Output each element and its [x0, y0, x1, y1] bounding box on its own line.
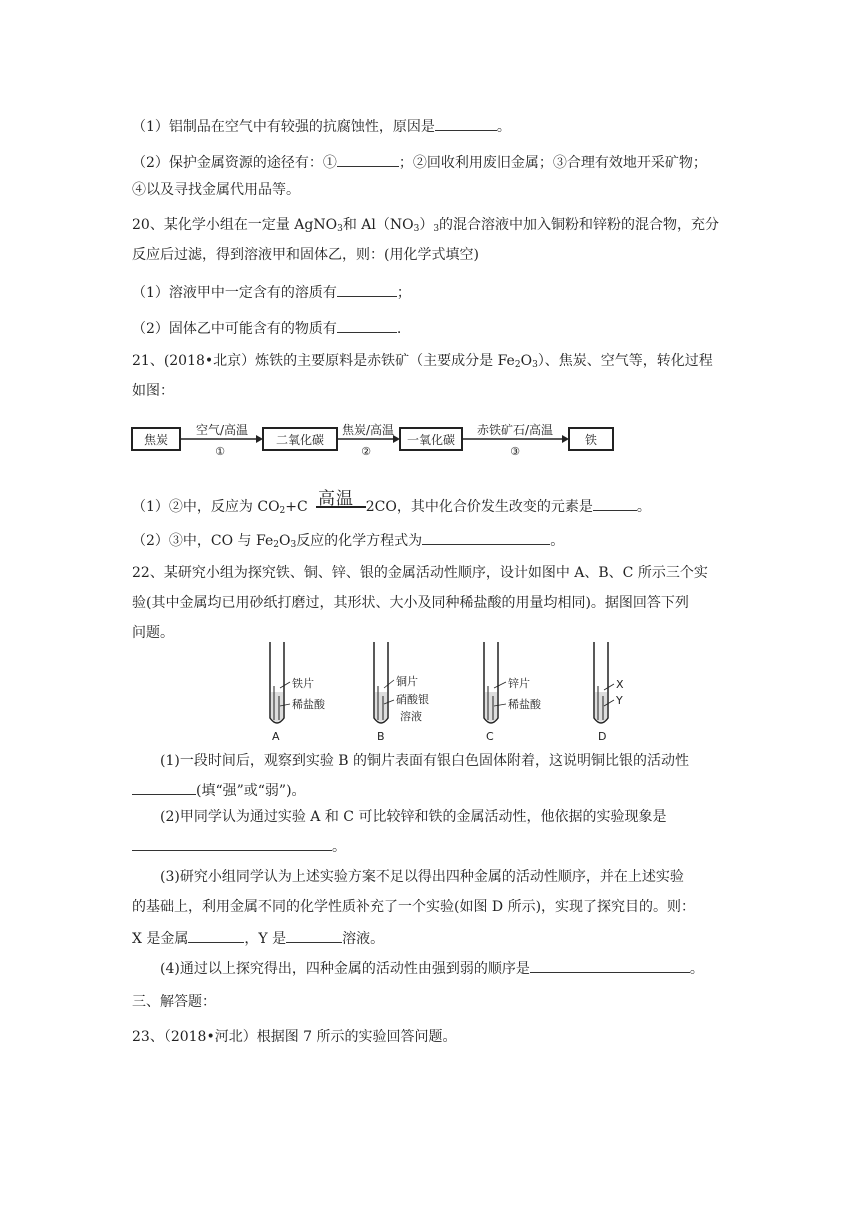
tube-label: Y: [616, 694, 623, 707]
answer-blank[interactable]: [593, 496, 637, 511]
q20-part2: （2）固体乙中可能含有的物质有 .: [132, 318, 401, 338]
flow-box-label: 二氧化碳: [275, 433, 325, 447]
q22-stem-2: 验(其中金属均已用砂纸打磨过，其形状、大小及同种稀盐酸的用量均相同)。据图回答下列: [132, 595, 689, 611]
q22-part2-cont: 。: [132, 836, 346, 856]
q22-part1: (1)一段时间后，观察到实验 B 的铜片表面有银白色固体附着，这说明铜比银的活动性: [160, 753, 690, 769]
tube-label: 稀盐酸: [292, 698, 325, 711]
flow-box-label: 铁: [584, 433, 598, 447]
q19-part2: （2）保护金属资源的途径有：① ；②回收利用废旧金属；③合理有效地开采矿物；: [132, 152, 707, 172]
q22-stem-3: 问题。: [132, 625, 174, 641]
tube-letter: A: [272, 730, 280, 743]
flow-step-label: ②: [361, 445, 371, 458]
answer-blank[interactable]: [337, 282, 397, 297]
q21-part1: （1）②中，反应为 $CO_2+C$ 2CO，其中化合价发生改变的元素是 。: [132, 496, 651, 520]
answer-blank[interactable]: [530, 958, 690, 973]
q22-part1-cont: (填“强”或“弱”)。: [132, 780, 306, 800]
section-heading: 三、解答题：: [132, 994, 216, 1010]
tube-label: 锌片: [508, 677, 530, 690]
test-tubes-figure: [260, 640, 650, 744]
q22-part3-answer: X 是金属 ，Y 是 溶液。: [132, 928, 384, 948]
flow-arrow-label: 空气/高温: [195, 423, 249, 437]
ironmaking-flow-diagram: [130, 420, 620, 460]
answer-blank[interactable]: [422, 530, 550, 545]
q22-part4: (4)通过以上探究得出，四种金属的活动性由强到弱的顺序是 。: [160, 958, 704, 978]
tube-label: X: [616, 678, 624, 691]
q23-stem: 23、（2018•河北）根据图 7 所示的实验回答问题。: [132, 1029, 457, 1045]
tube-label: 稀盐酸: [508, 698, 541, 711]
q19-part2-cont: ④以及寻找金属代用品等。: [132, 182, 300, 198]
flow-box-label: 一氧化碳: [406, 433, 456, 447]
q19-part1: （1）铝制品在空气中有较强的抗腐蚀性，原因是 。: [132, 116, 511, 136]
answer-blank[interactable]: [286, 928, 342, 943]
answer-blank[interactable]: [188, 928, 244, 943]
q20-part1: （1）溶液甲中一定含有的溶质有 ；: [132, 282, 411, 302]
tube-letter: B: [377, 730, 385, 743]
test-tube-a: [270, 642, 326, 743]
q22-part3: (3)研究小组同学认为上述实验方案不足以得出四种金属的活动性顺序，并在上述实验: [160, 869, 684, 885]
tube-letter: C: [486, 730, 494, 743]
flow-arrow-label: 焦炭/高温: [341, 423, 395, 437]
q21-part2: （2）③中，CO 与 $Fe_2O_3$反应的化学方程式为 。: [132, 530, 564, 554]
flow-step-label: ①: [215, 445, 225, 458]
q20-stem: 20、某化学小组在一定量 AgNO$_3$和 $Al(NO_3)_3$的混合溶液中加入铜粉和锌粉的混合物，充分: [132, 217, 720, 234]
q21-stem-cont: 如图：: [132, 383, 174, 399]
flow-arrow-label: 赤铁矿石/高温: [476, 423, 554, 437]
answer-blank[interactable]: [337, 318, 397, 333]
tube-letter: D: [598, 730, 607, 743]
flow-box-label: 焦炭: [143, 433, 169, 447]
tube-label: 硝酸银: [396, 693, 429, 706]
test-tube-d: [594, 642, 624, 743]
answer-blank[interactable]: [337, 152, 399, 167]
answer-blank[interactable]: [132, 836, 332, 851]
q21-stem: 21、(2018•北京）炼铁的主要原料是赤铁矿（主要成分是 $Fe_2O_3$）、焦炭、空气等，转化过程: [132, 353, 713, 370]
arrow-head-icon: [562, 435, 569, 443]
flow-step-label: ③: [510, 445, 520, 458]
answer-blank[interactable]: [132, 780, 196, 795]
tube-label: 溶液: [400, 710, 422, 723]
q22-part2: (2)甲同学认为通过实验 A 和 C 可比较锌和铁的金属活动性，他依据的实验现象是: [160, 809, 667, 825]
tube-label: 铜片: [396, 675, 418, 688]
q22-stem: 22、某研究小组为探究铁、铜、锌、银的金属活动性顺序，设计如图中 A、B、C 所示三个实: [132, 565, 708, 581]
test-tube-c: [484, 642, 542, 743]
arrow-head-icon: [393, 435, 400, 443]
answer-blank[interactable]: [435, 116, 497, 131]
q20-stem-cont: 反应后过滤，得到溶液甲和固体乙，则：(用化学式填空): [132, 247, 479, 263]
q22-part3-cont: 的基础上，利用金属不同的化学性质补充了一个实验(如图 D 所示)，实现了探究目的。则：: [132, 899, 696, 915]
arrow-head-icon: [256, 435, 263, 443]
reaction-condition: 高温: [318, 489, 354, 509]
test-tube-b: [374, 642, 429, 743]
tube-label: 铁片: [292, 677, 314, 690]
